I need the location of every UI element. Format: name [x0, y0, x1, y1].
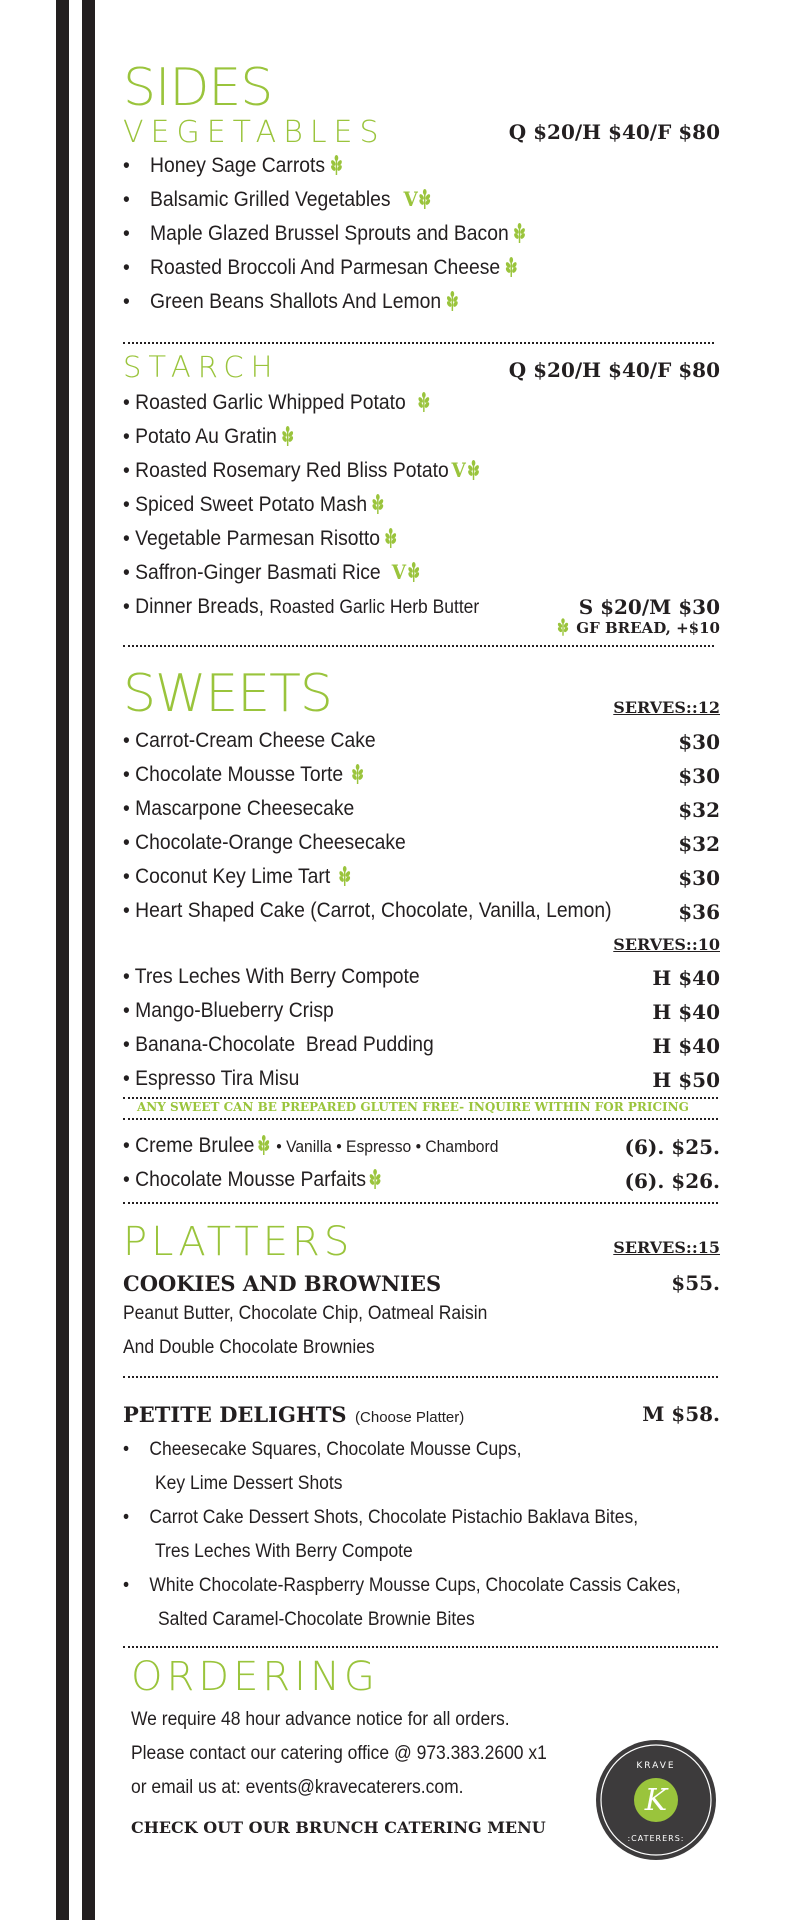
item-name: • Mascarpone Cheesecake — [123, 797, 355, 820]
item-name: • Roasted Rosemary Red Bliss Potato — [123, 459, 449, 482]
option-text: Cheesecake Squares, Chocolate Mousse Cups, — [149, 1439, 522, 1460]
choose-platter-note: (Choose Platter) — [355, 1409, 465, 1426]
bullet: • — [123, 1439, 130, 1460]
petite-delights-price: M $58. — [642, 1402, 720, 1426]
item-name: • Espresso Tira Misu — [123, 1067, 300, 1090]
item-name: Balsamic Grilled Vegetables — [150, 188, 391, 211]
description-text: Peanut Butter, Chocolate Chip, Oatmeal Raisin — [123, 1303, 488, 1324]
option-text: Tres Leches With Berry Compote — [155, 1541, 413, 1562]
wheat-leaf-icon — [338, 866, 353, 886]
wheat-leaf-icon — [368, 1169, 383, 1189]
item-name: • Dinner Breads, — [123, 595, 265, 618]
vegetable-item — [123, 291, 459, 312]
item-name: • Roasted Garlic Whipped Potato — [123, 391, 406, 414]
petite-option — [123, 1576, 681, 1595]
vegetable-item — [123, 257, 519, 278]
item-name: • Carrot-Cream Cheese Cake — [123, 729, 376, 752]
wheat-leaf-icon — [329, 155, 344, 175]
left-border-bar-inner — [82, 0, 95, 1920]
sweet-price: H $40 — [652, 966, 720, 990]
divider — [123, 1646, 718, 1648]
petite-option — [123, 1508, 638, 1527]
vegetables-heading: VEGETABLES — [123, 115, 386, 150]
starch-item — [123, 562, 421, 583]
wheat-leaf-icon — [445, 291, 460, 311]
starch-item — [123, 426, 295, 447]
starch-item — [123, 528, 398, 549]
logo-letter: K — [644, 1783, 668, 1818]
ordering-email-line — [131, 1778, 464, 1797]
divider — [123, 1202, 718, 1204]
logo-bottom-text: :CATERERS: — [627, 1834, 685, 1843]
option-text: Carrot Cake Dessert Shots, Chocolate Pistachio Baklava Bites, — [149, 1507, 639, 1528]
sweet-item — [123, 764, 365, 785]
sweet-item — [123, 1068, 299, 1089]
starch-price: Q $20/H $40/F $80 — [508, 358, 720, 382]
gluten-free-note: ANY SWEET CAN BE PREPARED GLUTEN FREE- INQUIRE WITHIN FOR PRICING — [137, 1100, 689, 1114]
wheat-leaf-icon — [371, 494, 386, 514]
bullet: • — [123, 154, 130, 177]
dinner-breads-price: S $20/M $30 — [578, 595, 720, 619]
item-name: • Banana-Chocolate Bread Pudding — [123, 1033, 434, 1056]
wheat-leaf-icon — [418, 189, 433, 209]
cookies-description-line — [123, 1338, 375, 1357]
wheat-leaf-icon — [350, 764, 365, 784]
cookies-description-line — [123, 1304, 487, 1323]
sweet-item — [123, 866, 352, 887]
item-name: • Heart Shaped Cake (Carrot, Chocolate, Vanilla, Lemon) — [123, 899, 612, 922]
sides-heading: SIDES — [123, 58, 273, 118]
wheat-leaf-icon — [406, 562, 421, 582]
wheat-leaf-icon — [384, 528, 399, 548]
item-detail: Roasted Garlic Herb Butter — [269, 597, 480, 618]
option-text: Salted Caramel-Chocolate Brownie Bites — [158, 1609, 475, 1630]
sweets-heading: SWEETS — [123, 664, 332, 724]
item-name: • Coconut Key Lime Tart — [123, 865, 331, 888]
sweet-item — [123, 900, 612, 921]
petite-option-line — [155, 1542, 413, 1561]
parfaits-price: (6). $26. — [624, 1169, 720, 1193]
wheat-leaf-icon — [512, 223, 527, 243]
item-name: Maple Glazed Brussel Sprouts and Bacon — [150, 222, 509, 245]
brunch-menu-callout: CHECK OUT OUR BRUNCH CATERING MENU — [131, 1818, 546, 1837]
vegan-marker: V — [451, 458, 466, 482]
petite-option-line — [158, 1610, 475, 1629]
wheat-leaf-icon — [256, 1135, 271, 1155]
vegetables-price: Q $20/H $40/F $80 — [508, 120, 720, 144]
left-border-bar-outer — [56, 0, 69, 1920]
gf-bread-price: GF BREAD, +$10 — [576, 619, 720, 637]
sweet-price: $30 — [678, 764, 720, 788]
item-name: Roasted Broccoli And Parmesan Cheese — [150, 256, 501, 279]
sweet-item — [123, 966, 420, 987]
ordering-heading: ORDERING — [131, 1654, 379, 1700]
item-name: • Saffron-Ginger Basmati Rice — [123, 561, 381, 584]
creme-brulee-price: (6). $25. — [624, 1135, 720, 1159]
starch-item — [123, 460, 480, 481]
item-name: Honey Sage Carrots — [150, 154, 326, 177]
divider — [123, 342, 714, 344]
parfaits-item — [123, 1169, 383, 1190]
sweet-price: H $50 — [652, 1068, 720, 1092]
wheat-leaf-icon — [504, 257, 519, 277]
creme-brulee-item — [123, 1135, 498, 1156]
option-text: White Chocolate-Raspberry Mousse Cups, Chocolate Cassis Cakes, — [149, 1575, 681, 1596]
vegetable-item — [123, 155, 343, 176]
bullet: • — [123, 290, 130, 313]
item-name: • Spiced Sweet Potato Mash — [123, 493, 368, 516]
sweet-price: H $40 — [652, 1000, 720, 1024]
divider — [123, 1118, 718, 1120]
item-name: Green Beans Shallots And Lemon — [150, 290, 442, 313]
bullet: • — [123, 222, 130, 245]
option-text: Key Lime Dessert Shots — [155, 1473, 343, 1494]
description-text: And Double Chocolate Brownies — [123, 1337, 375, 1358]
cookies-brownies-title: COOKIES AND BROWNIES — [123, 1271, 442, 1296]
sweet-item — [123, 1034, 434, 1055]
sweet-item — [123, 832, 406, 853]
starch-heading: STARCH — [123, 350, 280, 384]
bullet: • — [123, 256, 130, 279]
sweet-item — [123, 730, 376, 751]
petite-delights-title: PETITE DELIGHTS — [123, 1402, 347, 1427]
ordering-line — [131, 1744, 547, 1763]
vegan-marker: V — [403, 187, 418, 211]
vegan-marker: V — [391, 560, 407, 584]
sweet-price: $32 — [678, 832, 720, 856]
logo-top-text: KRAVE — [636, 1761, 676, 1771]
item-name: • Vegetable Parmesan Risotto — [123, 527, 381, 550]
serves-10-label: SERVES::10 — [613, 935, 720, 954]
item-name: • Mango-Blueberry Crisp — [123, 999, 334, 1022]
cookies-brownies-price: $55. — [671, 1271, 720, 1295]
wheat-leaf-icon — [556, 618, 570, 636]
sweet-item — [123, 1000, 334, 1021]
item-name: • Creme Brulee — [123, 1134, 255, 1157]
wheat-leaf-icon — [466, 460, 481, 480]
sweet-price: $30 — [678, 730, 720, 754]
item-name: • Potato Au Gratin — [123, 425, 277, 448]
vegetable-item — [123, 223, 527, 244]
bullet: • — [123, 1575, 130, 1596]
serves-12-label: SERVES::12 — [613, 698, 720, 717]
ordering-text: or email us at: events@kravecaterers.com. — [131, 1777, 464, 1798]
bullet: • — [123, 188, 130, 211]
bullet: • — [123, 1507, 130, 1528]
sweet-price: $32 — [678, 798, 720, 822]
brulee-options: • Vanilla • Espresso • Chambord — [276, 1137, 499, 1156]
item-name: • Chocolate-Orange Cheesecake — [123, 831, 406, 854]
gf-bread-row — [552, 618, 720, 638]
item-name: • Chocolate Mousse Torte — [123, 763, 344, 786]
sweet-price: $36 — [678, 900, 720, 924]
vegetable-item — [123, 189, 432, 210]
wheat-leaf-icon — [417, 392, 432, 412]
sweet-item — [123, 798, 354, 819]
starch-item — [123, 392, 432, 413]
ordering-text: We require 48 hour advance notice for all orders. — [131, 1709, 510, 1730]
item-name: • Chocolate Mousse Parfaits — [123, 1168, 367, 1191]
item-name: • Tres Leches With Berry Compote — [123, 965, 420, 988]
ordering-line — [131, 1710, 510, 1729]
starch-item — [123, 494, 386, 515]
krave-caterers-logo — [594, 1738, 718, 1862]
divider — [123, 1097, 718, 1099]
divider — [123, 645, 714, 647]
wheat-leaf-icon — [281, 426, 296, 446]
ordering-text: Please contact our catering office @ 973.383.2600 x1 — [131, 1743, 547, 1764]
petite-option-line — [155, 1474, 343, 1493]
serves-15-label: SERVES::15 — [613, 1238, 720, 1257]
dinner-breads-item — [123, 596, 479, 617]
platters-heading: PLATTERS — [123, 1219, 354, 1265]
petite-option — [123, 1440, 522, 1459]
petite-delights-title-row — [123, 1402, 464, 1427]
sweet-price: H $40 — [652, 1034, 720, 1058]
sweet-price: $30 — [678, 866, 720, 890]
divider — [123, 1376, 718, 1378]
